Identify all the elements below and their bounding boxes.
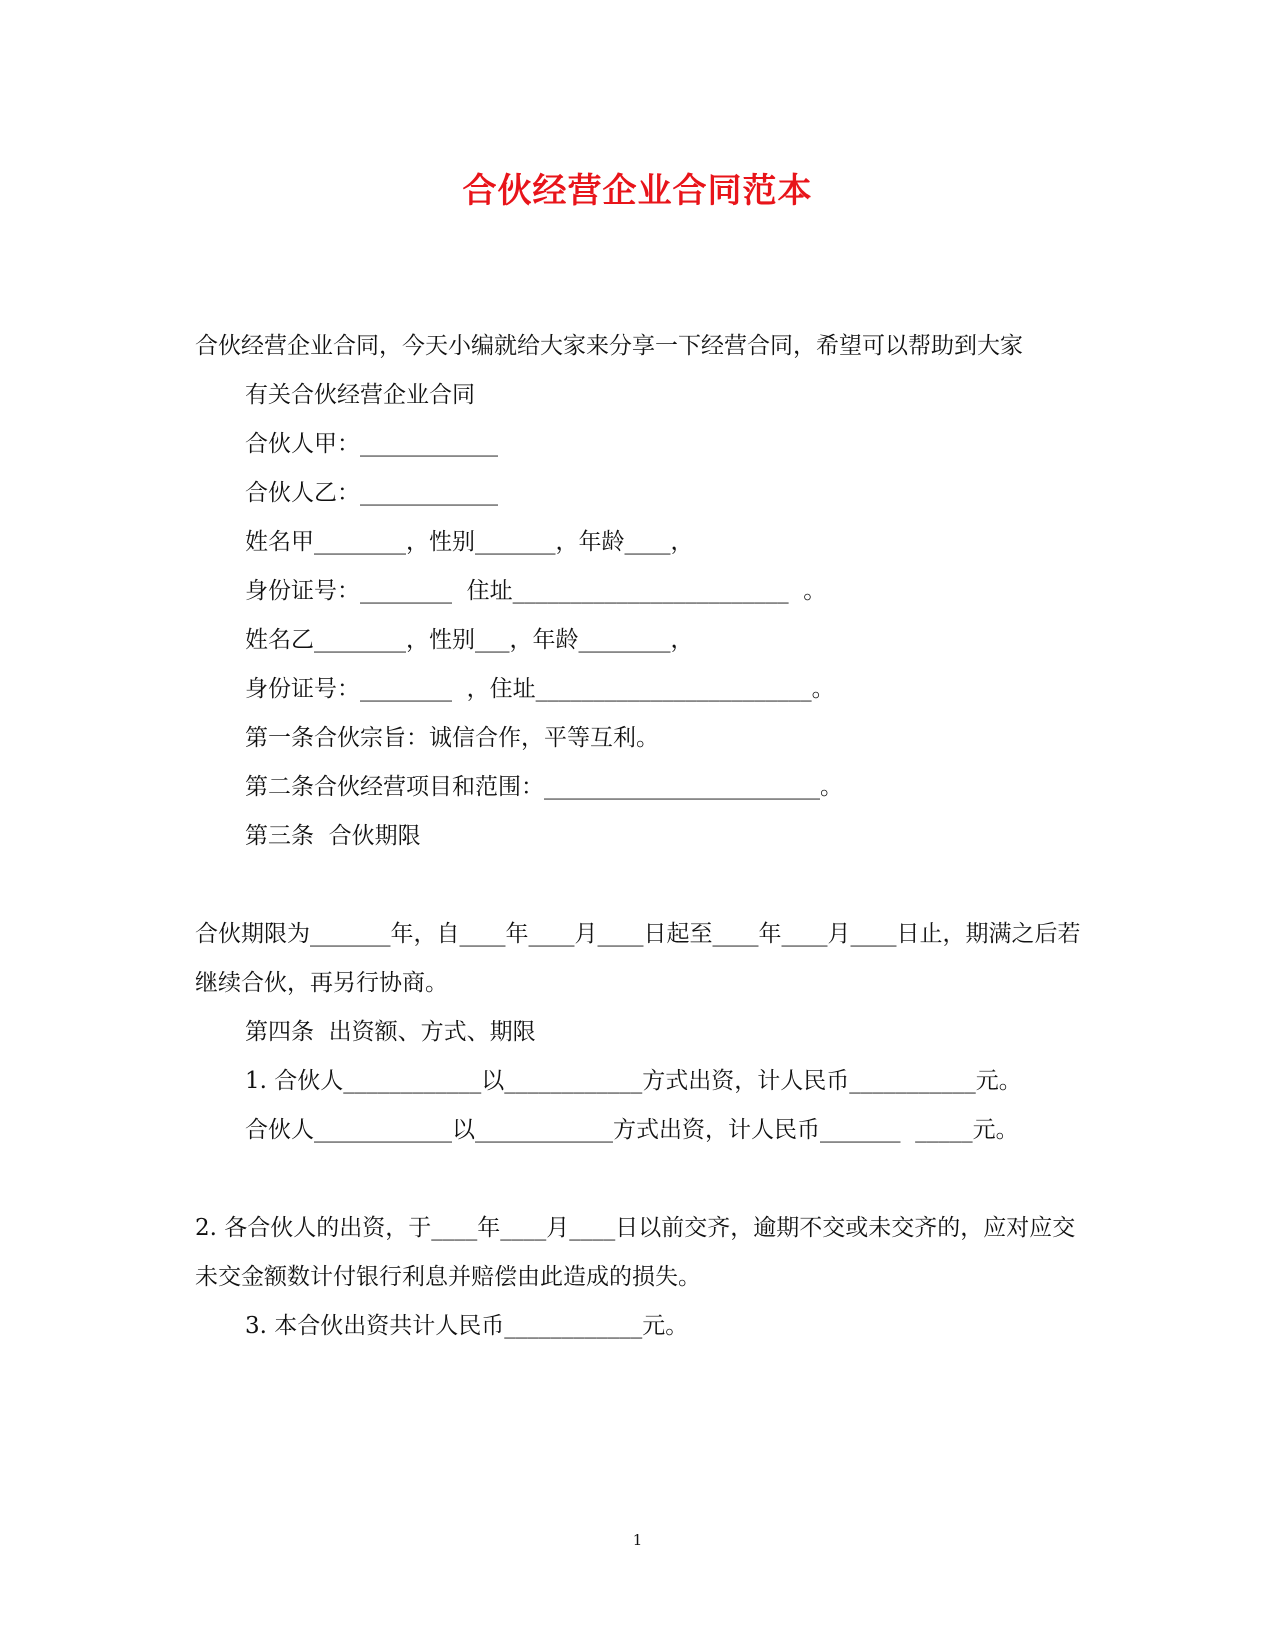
paragraph-2: 有关合伙经营企业合同: [245, 382, 475, 408]
document-body: [195, 322, 1085, 1351]
paragraph-17: 3. 本合伙出资共计人民币____________元。: [245, 1313, 689, 1339]
paragraph-16: 2. 各合伙人的出资，于____年____月____日以前交齐，逾期不交或未交齐的，应对应交未交金额数计付银行利息并赔偿由此造成的损失。: [195, 1215, 1076, 1290]
paragraph-15: 合伙人____________以____________方式出资，计人民币_______ _____元。: [245, 1117, 1019, 1143]
paragraph-1: 合伙经营企业合同，今天小编就给大家来分享一下经营合同，希望可以帮助到大家: [195, 333, 1023, 359]
paragraph-3: 合伙人甲：____________: [245, 431, 498, 457]
paragraph-5: 姓名甲________，性别_______，年龄____，: [245, 529, 694, 555]
paragraph-10: 第二条合伙经营项目和范围：________________________。: [245, 774, 843, 800]
paragraph-8: 身份证号：________ ，住址________________________。: [245, 676, 835, 702]
paragraph-14: 1. 合伙人____________以____________方式出资，计人民币___________元。: [245, 1068, 1022, 1094]
page-number: 1: [632, 1531, 643, 1549]
document-title: 合伙经营企业合同范本: [462, 171, 813, 211]
paragraph-13: 第四条 出资额、方式、期限: [245, 1019, 536, 1045]
paragraph-9: 第一条合伙宗旨：诚信合作，平等互利。: [245, 725, 659, 751]
paragraph-4: 合伙人乙：____________: [245, 480, 498, 506]
paragraph-12: 合伙期限为_______年，自____年____月____日起至____年____月____日止，期满之后若继续合伙，再另行协商。: [195, 921, 1081, 996]
paragraph-11: 第三条 合伙期限: [245, 823, 421, 849]
paragraph-7: 姓名乙________，性别___，年龄________，: [245, 627, 694, 653]
paragraph-6: 身份证号：________ 住址________________________ 。: [245, 578, 827, 604]
